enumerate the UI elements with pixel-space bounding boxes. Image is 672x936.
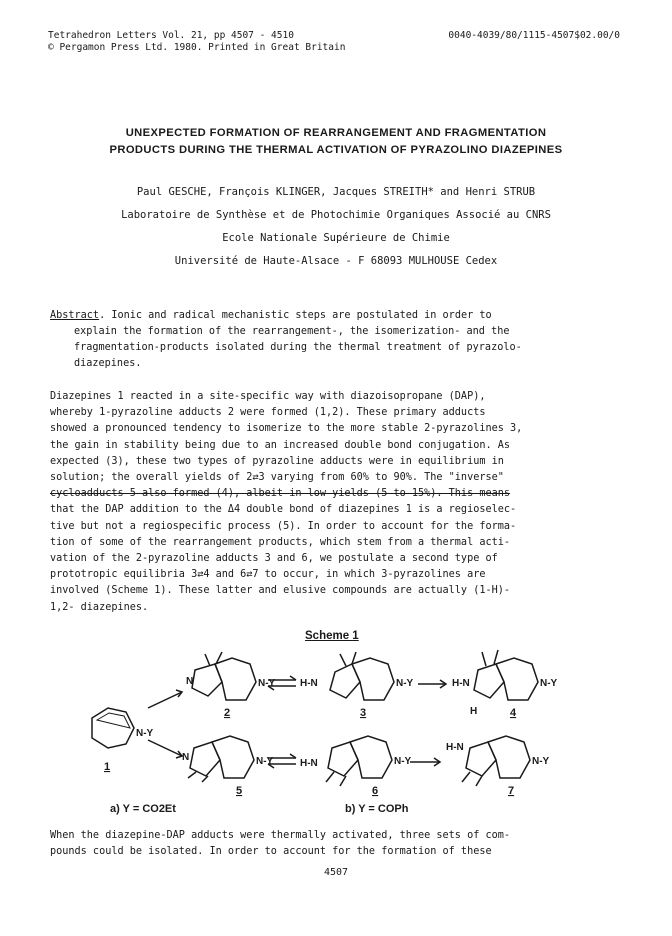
tail-line: When the diazepine-DAP adducts were thermally activated, three sets of com- [50, 830, 511, 841]
body-line: tion of some of the rearrangement products, which stem from a thermal acti- [50, 536, 511, 548]
body-line: expected (3), these two types of pyrazoline adducts were in equilibrium in [50, 455, 504, 467]
affiliation-line-3: Université de Haute-Alsace - F 68093 MULHOUSE Cedex [174, 255, 498, 267]
publisher-line: © Pergamon Press Ltd. 1980. Printed in Great Britain [48, 42, 346, 53]
author-list: Paul GESCHE, François KLINGER, Jacques STREITH* and Henri STRUB [136, 186, 536, 198]
compound-label: 4 [510, 707, 517, 719]
arrow-1-to-5 [148, 740, 182, 756]
compound-1-structure [92, 708, 134, 748]
body-line: involved (Scheme 1). These latter and elusive compounds are actually (1-H)- [50, 585, 511, 597]
atom-label: N-Y [136, 728, 154, 739]
affiliation-line-2: Ecole Nationale Supérieure de Chimie [222, 232, 450, 244]
tail-line: pounds could be isolated. In order to account for the formation of these [50, 846, 492, 858]
scheme-option-b: b) Y = COPh [345, 803, 409, 815]
journal-citation: Tetrahedron Letters Vol. 21, pp 4507 - 4510 [48, 30, 294, 41]
abstract-line-3: fragmentation-products isolated during the thermal treatment of pyrazolo- [74, 342, 522, 353]
body-line: cycloadducts 5 also formed (4), albeit in low yields (5 to 15%). This means [50, 488, 511, 500]
compound-6-structure [326, 736, 392, 786]
atom-label: H-N [300, 678, 318, 689]
continuation-paragraph [50, 828, 640, 860]
article-code: 0040-4039/80/1115-4507$02.00/0 [448, 30, 620, 41]
abstract-line-1: . Ionic and radical mechanistic steps are postulated in order to [99, 310, 492, 321]
body-paragraph [50, 389, 640, 616]
atom-label: H-N [300, 758, 318, 769]
author-block [40, 181, 632, 273]
title-line-2: PRODUCTS DURING THE THERMAL ACTIVATION OF PYRAZOLINO DIAZEPINES [109, 144, 563, 156]
abstract [50, 308, 630, 372]
reaction-scheme [0, 640, 672, 800]
compound-label: 5 [236, 785, 243, 797]
compound-label: 2 [224, 707, 231, 719]
body-line: prototropic equilibria 3⇄4 and 6⇄7 to occur, in which 3-pyrazolines are [50, 569, 486, 581]
compound-label: 1 [104, 761, 111, 773]
atom-label: H-N [446, 742, 464, 753]
body-line: tive but not a regiospecific process (5). In order to account for the forma- [50, 520, 517, 532]
atom-label: N-Y [258, 678, 276, 689]
atom-label: N-Y [540, 678, 558, 689]
affiliation-line-1: Laboratoire de Synthèse et de Photochimie Organiques Associé au CNRS [121, 209, 551, 221]
body-line: 1,2- diazepines. [50, 601, 149, 613]
atom-label: N [186, 676, 194, 687]
compound-4-structure [474, 650, 538, 700]
atom-label: N-Y [532, 756, 550, 767]
body-line: showed a pronounced tendency to isomerize to the more stable 2-pyrazolines 3, [50, 423, 523, 435]
abstract-label: Abstract [50, 310, 100, 321]
atom-label: H [470, 706, 478, 717]
compound-label: 3 [360, 707, 367, 719]
body-line: that the DAP addition to the Δ4 double bond of diazepines 1 is a regioselec- [50, 504, 517, 516]
page-number: 4507 [323, 867, 349, 878]
title-line-1: UNEXPECTED FORMATION OF REARRANGEMENT AND FRAGMENTATION [125, 127, 547, 139]
journal-header [48, 30, 345, 54]
body-line: the gain in stability being due to an increased double bond conjugation. As [50, 439, 511, 451]
compound-7-structure [462, 736, 530, 786]
atom-label: H-N [452, 678, 470, 689]
scheme-option-a: a) Y = CO2Et [110, 803, 176, 815]
compound-label: 7 [508, 785, 515, 797]
abstract-line-4: diazepines. [74, 358, 142, 369]
body-line: whereby 1-pyrazoline adducts 2 were formed (1,2). These primary adducts [50, 407, 486, 419]
scheme-title: Scheme 1 [305, 630, 359, 642]
body-line: vation of the 2-pyrazoline adducts 3 and 6, we postulate a second type of [50, 553, 498, 565]
compound-5-structure [188, 736, 254, 782]
arrow-1-to-2 [148, 692, 182, 708]
atom-label: N [182, 752, 190, 763]
body-line: Diazepines 1 reacted in a site-specific way with diazoisopropane (DAP), [50, 391, 486, 402]
compound-3-structure [330, 652, 394, 700]
abstract-line-2: explain the formation of the rearrangement-, the isomerization- and the [74, 326, 510, 337]
atom-label: N-Y [256, 756, 274, 767]
paper-title [40, 125, 632, 159]
body-line: solution; the overall yields of 2⇄3 varying from 60% to 90%. The "inverse" [50, 472, 504, 484]
compound-2-structure [192, 652, 256, 700]
atom-label: N-Y [396, 678, 414, 689]
atom-label: N-Y [394, 756, 412, 767]
compound-label: 6 [372, 785, 379, 797]
